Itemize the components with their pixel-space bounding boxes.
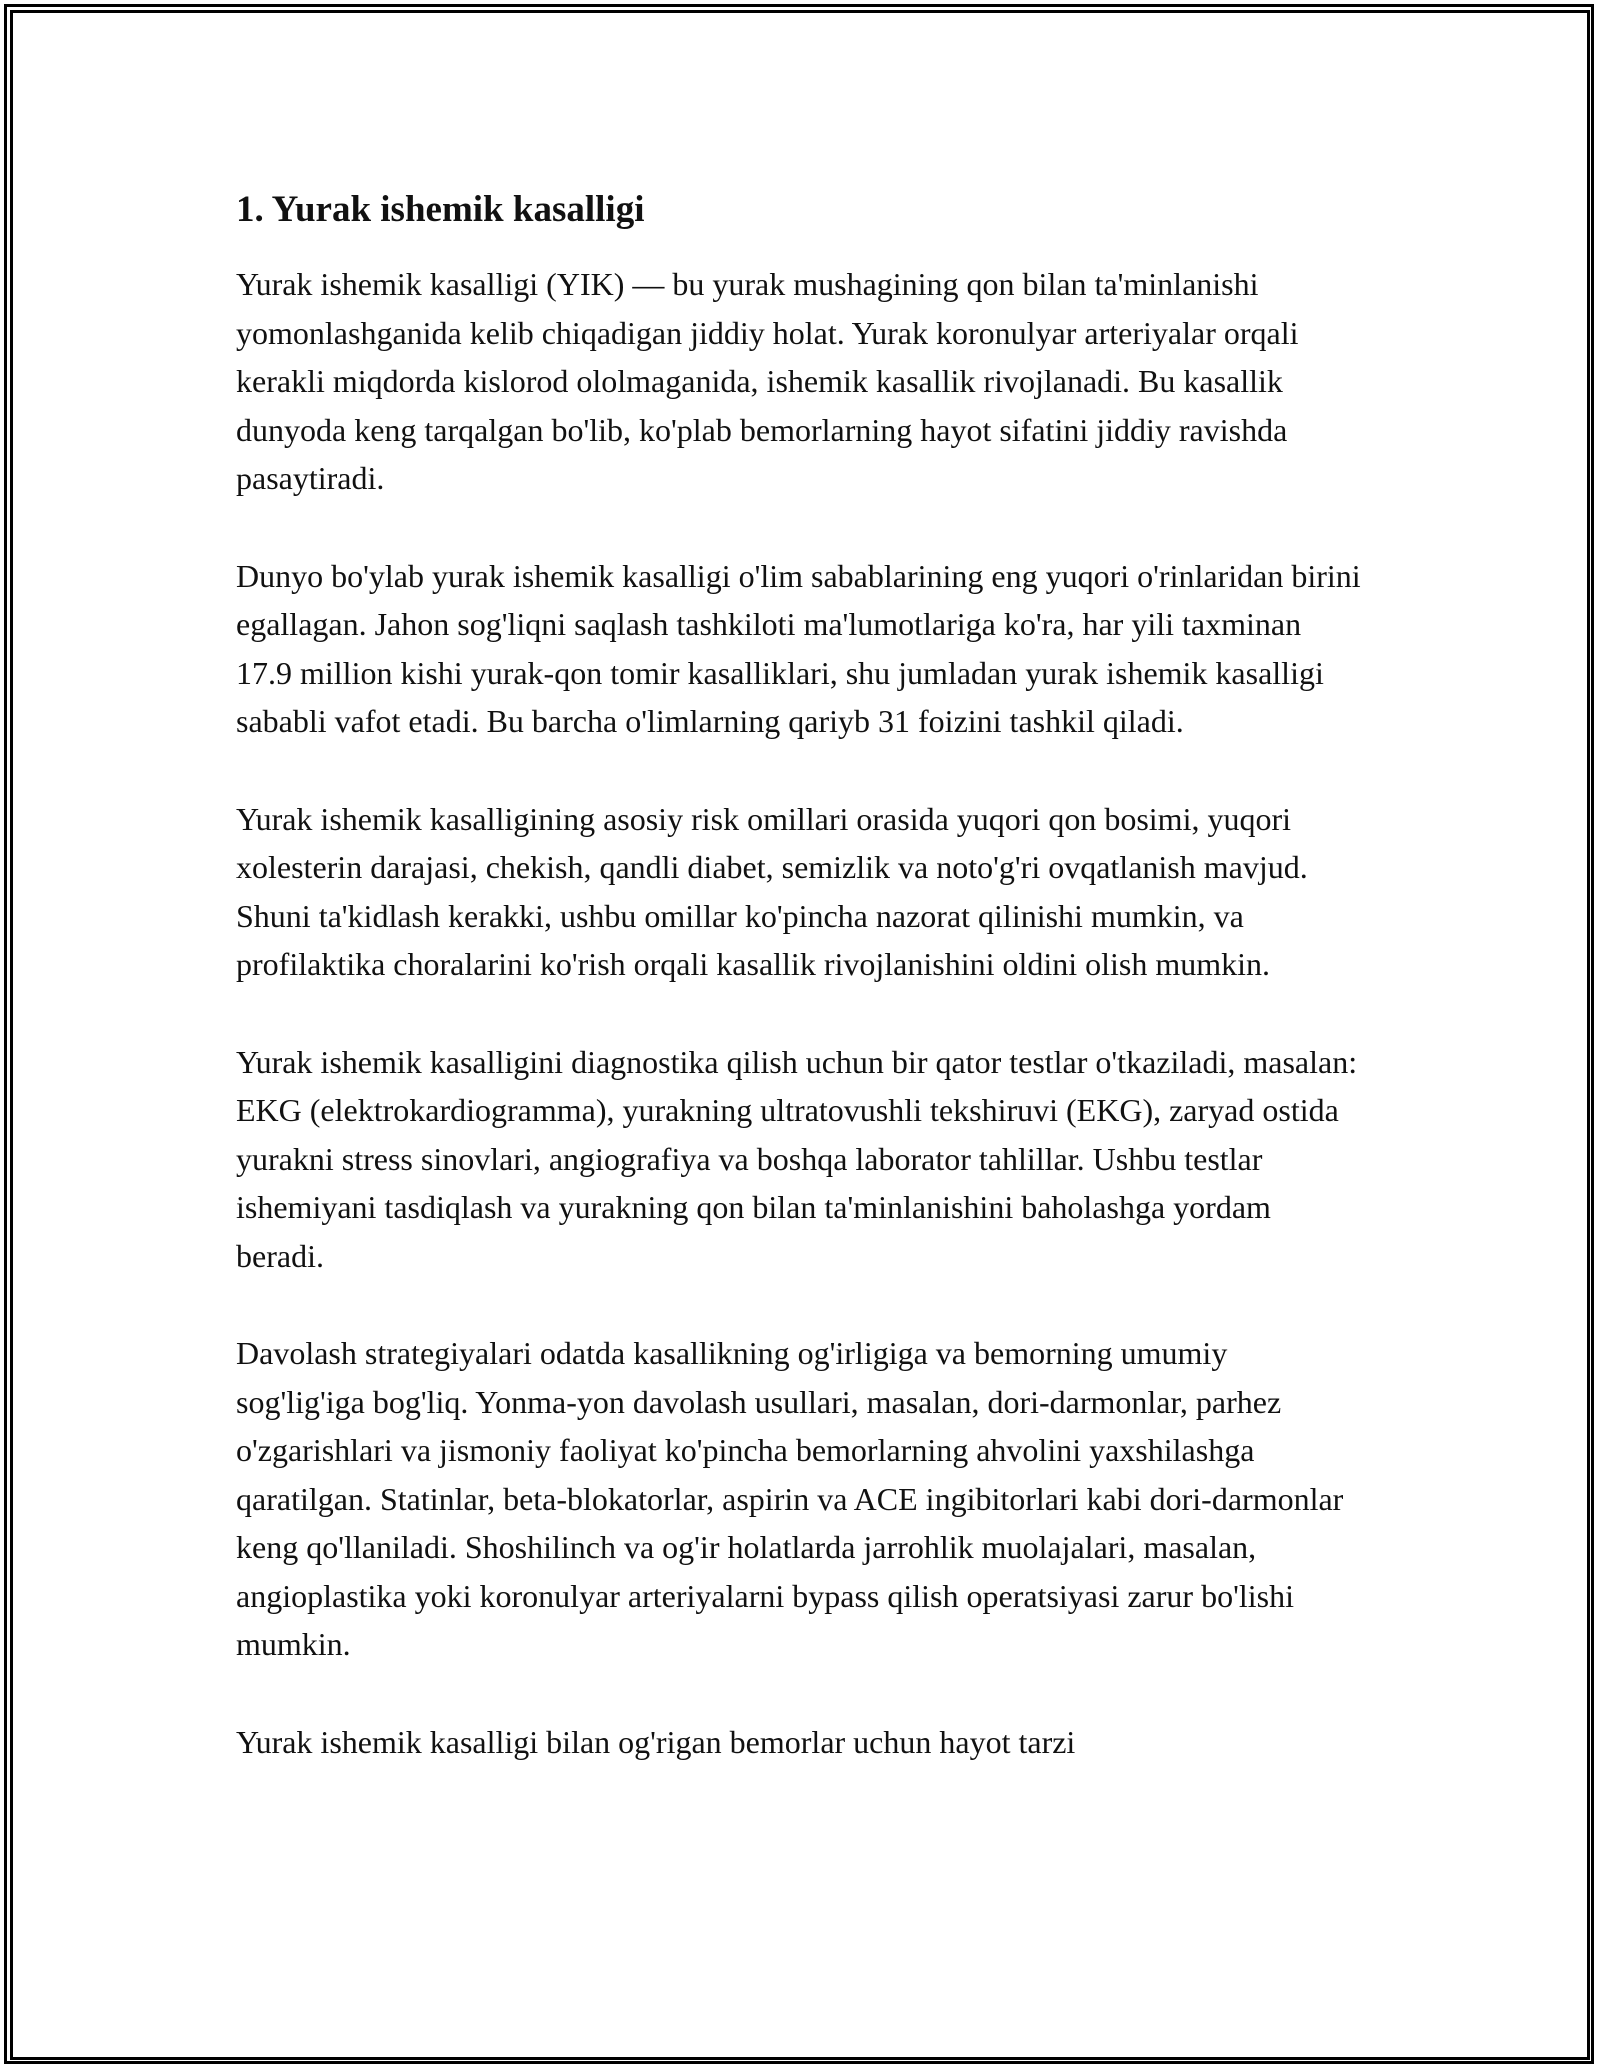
paragraph-intro: Yurak ishemik kasalligi (YIK) — bu yurak mushagining qon bilan ta'minlanishi yomonlashganida kelib chiqadigan jiddiy holat. Yurak koronulyar arteriyalar orqali kerakli miqdorda kislorod ololmaganida, ishemik kasallik rivojlanadi. Bu kasallik dunyoda keng tarqalgan bo'lib, ko'plab bemorlarning hayot sifatini jiddiy ravishda pasaytiradi. [236,266,1299,496]
section-heading: 1. Yurak ishemik kasalligi [236,189,645,230]
paragraph-diagnostics: Yurak ishemik kasalligini diagnostika qilish uchun bir qator testlar o'tkaziladi, masalan: EKG (elektrokardiogramma), yurakning ultratovushli tekshiruvi (EKG), zaryad ostida yurakni stress sinovlari, angiografiya va boshqa laborator tahlillar. Ushbu testlar ishemiyani tasdiqlash va yurakning qon bilan ta'minlanishini baholashga yordam beradi. [236,1043,1358,1274]
paragraph-statistics: Dunyo bo'ylab yurak ishemik kasalligi o'lim sabablarining eng yuqori o'rinlaridan birini egallagan. Jahon sog'liqni saqlash tashkiloti ma'lumotlariga ko'ra, har yili taxminan 17.9 million kishi yurak-qon tomir kasalliklari, shu jumladan yurak ishemik kasalligi sababli vafot etadi. Bu barcha o'limlarning qariyb 31 foizini tashkil qiladi. [236,557,1361,739]
paragraph-treatment: Davolash strategiyalari odatda kasallikning og'irligiga va bemorning umumiy sog'lig'iga bog'liq. Yonma-yon davolash usullari, masalan, dori-darmonlar, parhez o'zgarishlari va jismoniy faoliyat ko'pincha bemorlarning ahvolini yaxshilashga qaratilgan. Statinlar, beta-blokatorlar, aspirin va ACE ingibitorlari kabi dori-darmonlar keng qo'llaniladi. Shoshilinch va og'ir holatlarda jarrohlik muolajalari, masalan, angioplastika yoki koronulyar arteriyalarni bypass qilish operatsiyasi zarur bo'lishi mumkin. [236,1335,1344,1662]
paragraph-risk-factors: Yurak ishemik kasalligining asosiy risk omillari orasida yuqori qon bosimi, yuqori xolesterin darajasi, chekish, qandli diabet, semizlik va noto'g'ri ovqatlanish mavjud. Shuni ta'kidlash kerakki, ushbu omillar ko'pincha nazorat qilinishi mumkin, va profilaktika choralarini ko'rish orqali kasallik rivojlanishini oldini olish mumkin. [236,800,1308,982]
document-body [236,188,1364,1815]
paragraph-lifestyle: Yurak ishemik kasalligi bilan og'rigan bemorlar uchun hayot tarzi [236,1723,1076,1760]
